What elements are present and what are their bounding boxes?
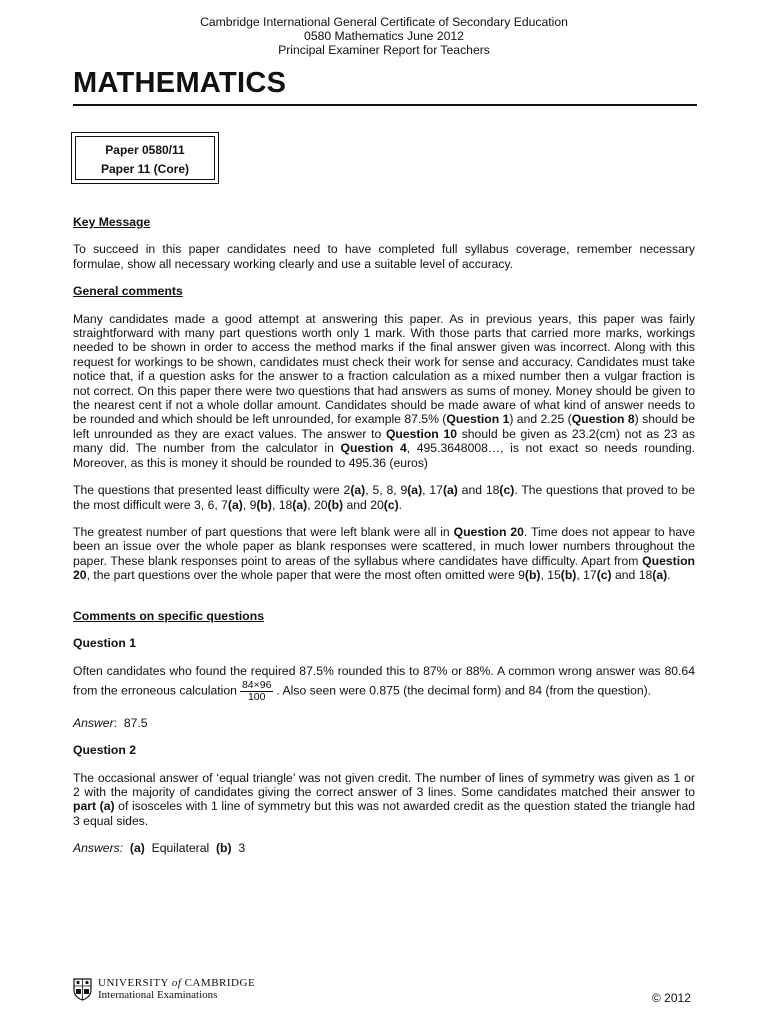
logo-word-of: of	[171, 977, 182, 989]
text-span: Often candidates who found the required 87.5% rounded this to 87% or 88%. A common wrong answer was 80.64 from the erroneous calculation	[73, 664, 695, 698]
logo-word: UNIVERSITY	[98, 977, 169, 989]
text-span: ) should be left unrounded as they are exact values. The answer to	[73, 412, 695, 441]
question-2-text	[73, 771, 695, 829]
question-ref: Question 20	[73, 553, 695, 583]
logo-exams-line: International Examinations	[98, 989, 218, 1001]
part-ref: (b)	[524, 568, 541, 583]
text-span: . Also seen were 0.875 (the decimal form) and 84 (from the question).	[276, 683, 652, 698]
part-ref: (b)	[560, 568, 577, 583]
part-ref: (a)	[227, 497, 243, 512]
text-span: Many candidates made a good attempt at answering this paper. As in previous years, this paper was fairly straightforward with many part questions worth only 1 mark. With those parts that carried more marks, workings needed to be shown in order to access the method marks if the final answer given was incorrect. Along with this request for workings to be shown, candidates must check their work for sense and accuracy. Candidates must take notice that, if a question asks for the answer to a fraction calculation as a mixed number then a vulgar fraction is not correct. On this paper there were two questions that had answers as sums of money. Money should be given to the nearest cent if not a whole dollar amount. Candidates should be made aware of what kind of answer needs to be rounded and which should be left unrounded, for example 87.5% (	[73, 311, 695, 427]
key-message-heading: Key Message	[73, 215, 151, 229]
text-span: . Time does not appear to have been an issue over the whole paper as blank responses were scattered, in much lower numbers throughout the paper. These blank responses point to areas of the syllabus where candidates have difficulty. Apart from	[73, 524, 696, 568]
text-span: should be given as 23.2(cm) not as 23 as many did. The number from the calculator in	[73, 426, 695, 456]
fraction-denominator: 100	[240, 691, 274, 703]
key-message-text: To succeed in this paper candidates need to have completed full syllabus coverage, remember necessary formulae, show all necessary working clearly and use a suitable level of accuracy.	[73, 242, 695, 271]
part-ref: (a)	[652, 568, 668, 583]
text-span: and 18	[611, 568, 653, 583]
question-ref: Question 4	[340, 441, 407, 456]
part-ref: (b)	[256, 497, 272, 512]
fraction	[240, 680, 274, 703]
question-1-text	[73, 663, 695, 703]
question-ref: Question 20	[453, 524, 524, 539]
answer-value: Equilateral	[151, 841, 210, 856]
part-ref: (c)	[596, 568, 612, 583]
specific-comments-heading: Comments on specific questions	[73, 608, 264, 623]
header-line-certificate: Cambridge International General Certificate of Secondary Education	[200, 15, 568, 29]
text-span: and 20	[343, 497, 384, 512]
page-header	[0, 15, 768, 58]
text-span: The greatest number of part questions that were left blank were all in	[73, 524, 454, 539]
part-ref: (c)	[499, 483, 515, 498]
text-span: , 17	[576, 568, 597, 583]
question-1-answer	[73, 716, 695, 730]
general-comments-heading: General comments	[73, 284, 183, 299]
question-ref: Question 10	[385, 426, 457, 441]
text-span: , 20	[307, 497, 328, 512]
cambridge-crest-icon	[73, 978, 92, 1001]
answer-part-label: (b)	[215, 841, 232, 856]
text-span: , 18	[271, 497, 293, 512]
general-comments-paragraph-1	[73, 312, 695, 470]
paper-box	[71, 132, 219, 184]
paper-box-inner-border	[75, 136, 215, 180]
logo-university-line	[98, 977, 255, 989]
text-span: , 9	[242, 497, 257, 512]
question-2-heading: Question 2	[73, 743, 136, 758]
answer-part-label: (a)	[129, 841, 145, 856]
answer-value: 3	[238, 841, 246, 856]
title-rule	[73, 104, 697, 106]
text-span: , 5, 8, 9	[365, 483, 408, 498]
page-title: MATHEMATICS	[73, 67, 287, 99]
text-span: , 15	[540, 568, 561, 583]
general-comments-paragraph-2	[73, 483, 695, 512]
answer-label: Answer	[73, 715, 114, 730]
text-span: of isosceles with 1 line of symmetry but this was not awarded credit as the question stated the triangle had 3 equal sides.	[73, 799, 695, 828]
text-span: The occasional answer of ‘equal triangle’ was not given credit. The number of lines of symmetry was given as 1 or 2 with the majority of candidates giving the correct answer of 3 lines. Some candidates matched their answer to	[73, 770, 695, 800]
header-line-report: Principal Examiner Report for Teachers	[278, 43, 490, 58]
text-span: , 17	[422, 483, 443, 498]
cambridge-logo	[73, 976, 255, 1002]
answer-value: 87.5	[123, 715, 148, 730]
part-ref: (c)	[383, 497, 399, 512]
text-span: , the part questions over the whole paper that were the most often omitted were 9	[86, 568, 525, 583]
text-span: and 18	[457, 483, 500, 498]
question-2-answers	[73, 841, 695, 855]
question-ref: Question 1	[446, 412, 510, 427]
part-ref: (b)	[327, 497, 344, 512]
question-1-heading: Question 1	[73, 635, 136, 650]
text-span: .	[667, 568, 671, 583]
header-line-session: 0580 Mathematics June 2012	[304, 29, 464, 44]
part-ref: (a)	[350, 483, 366, 498]
part-ref: (a)	[292, 497, 308, 512]
logo-wordmark	[98, 977, 255, 1001]
copyright: © 2012	[652, 991, 691, 1005]
part-ref: (a)	[442, 483, 458, 498]
fraction-numerator: 84×96	[241, 678, 272, 691]
paper-code: Paper 0580/11	[105, 143, 185, 157]
part-ref: part (a)	[73, 799, 115, 814]
report-body	[73, 215, 695, 869]
text-span: .	[398, 497, 403, 512]
general-comments-paragraph-3	[73, 525, 695, 583]
paper-name: Paper 11 (Core)	[100, 162, 190, 176]
answer-colon: :	[113, 715, 118, 730]
part-ref: (a)	[407, 483, 423, 498]
question-ref: Question 8	[571, 412, 635, 427]
text-span: The questions that presented least difficulty were 2	[73, 483, 351, 498]
logo-word: CAMBRIDGE	[184, 977, 256, 989]
text-span: . The questions that proved to be the most difficult were 3, 6, 7	[73, 483, 696, 512]
answers-label: Answers:	[73, 841, 124, 856]
text-span: , 495.3648008…, is not exact so needs rounding. Moreover, as this is money it should be rounded to 495.36 (euros)	[73, 441, 695, 470]
text-span: ) and 2.25 (	[509, 412, 572, 427]
